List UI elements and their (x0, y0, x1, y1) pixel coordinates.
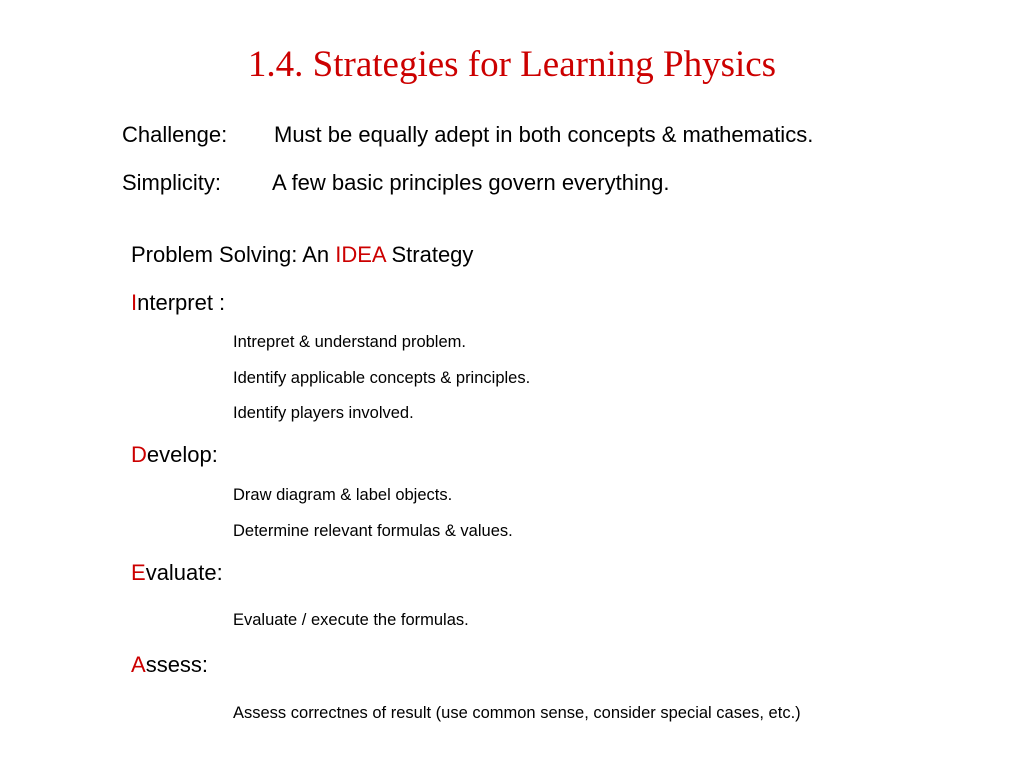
challenge-term: Challenge: (122, 122, 228, 147)
evaluate-detail: Evaluate / execute the formulas. (233, 611, 469, 629)
step-label: ssess: (145, 652, 209, 677)
problem-solving-lead: Problem Solving: An (131, 242, 336, 267)
step-label: valuate: (145, 560, 223, 585)
step-initial: A (131, 652, 146, 677)
interpret-detail: Identify applicable concepts & principles. (233, 369, 531, 387)
step-develop (131, 442, 218, 468)
step-interpret (131, 290, 225, 316)
step-assess (131, 652, 208, 678)
interpret-detail: Identify players involved. (233, 404, 414, 422)
develop-detail: Determine relevant formulas & values. (233, 522, 513, 540)
problem-solving-heading (131, 242, 473, 268)
intro-challenge (122, 122, 813, 148)
simplicity-text: A few basic principles govern everything. (272, 170, 670, 195)
simplicity-term: Simplicity: (122, 170, 222, 195)
step-label: evelop: (146, 442, 218, 467)
idea-acronym: IDEA (335, 242, 386, 267)
slide-title: 1.4. Strategies for Learning Physics (247, 44, 777, 85)
step-initial: D (131, 442, 147, 467)
step-initial: I (131, 290, 138, 315)
problem-solving-tail: Strategy (385, 242, 474, 267)
step-evaluate (131, 560, 223, 586)
develop-detail: Draw diagram & label objects. (233, 486, 453, 504)
intro-simplicity (122, 170, 669, 196)
assess-detail: Assess correctnes of result (use common sense, consider special cases, etc.) (233, 704, 801, 722)
challenge-text: Must be equally adept in both concepts & mathematics. (274, 122, 814, 147)
step-initial: E (131, 560, 146, 585)
step-label: nterpret : (137, 290, 226, 315)
interpret-detail: Intrepret & understand problem. (233, 333, 466, 351)
